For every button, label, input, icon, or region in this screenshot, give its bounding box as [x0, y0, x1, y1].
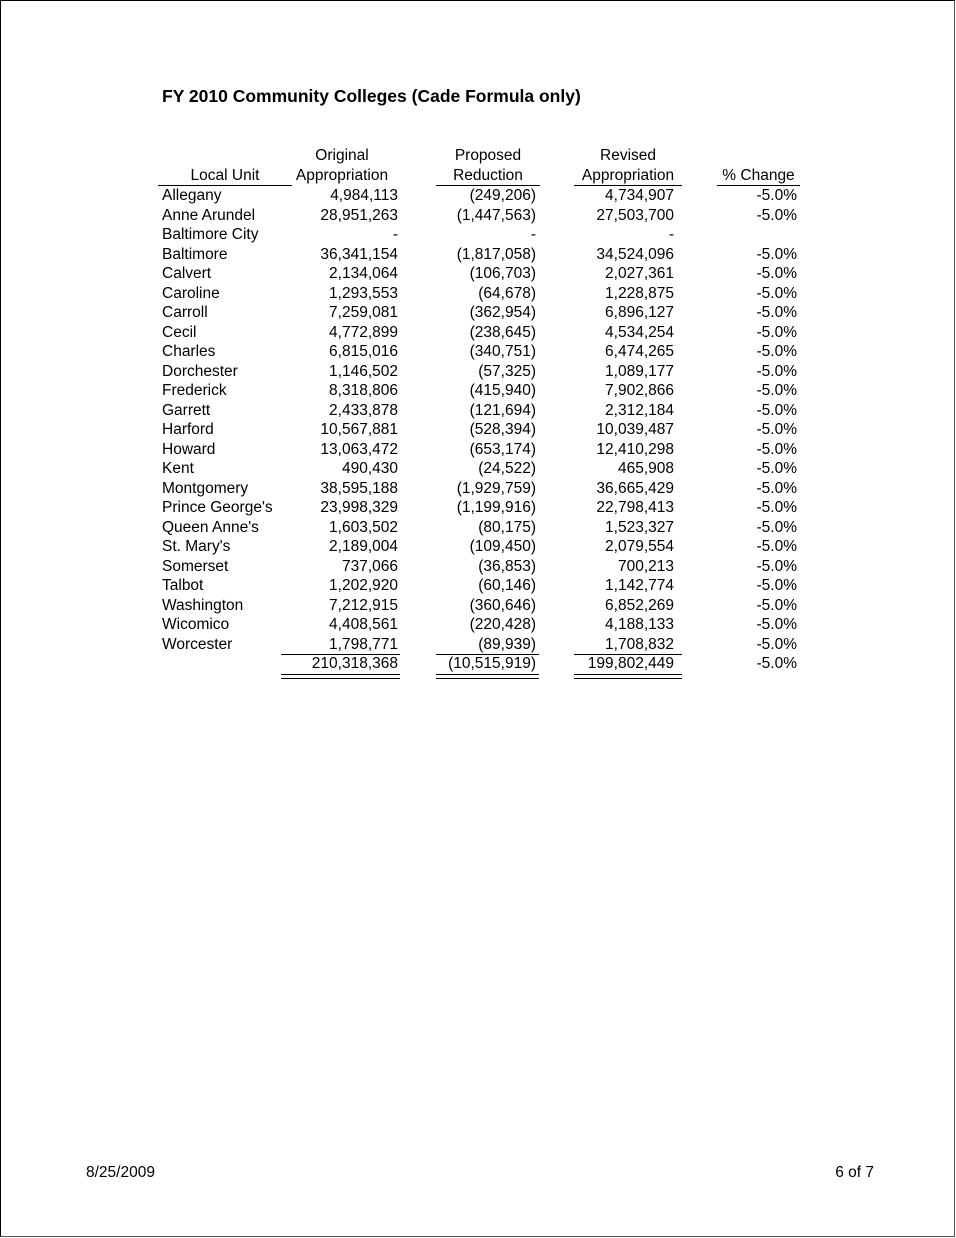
header-line: Appropriation	[581, 166, 675, 184]
cell-pct-change: -5.0%	[756, 421, 797, 438]
total-original: 210,318,368	[311, 655, 398, 672]
cell-original-appropriation: 737,066	[341, 557, 398, 575]
cell-revised-appropriation: 6,852,269	[605, 596, 674, 614]
cell-original-appropriation: 4,408,561	[329, 616, 398, 633]
table-row	[158, 264, 802, 284]
cell-original-appropriation: 2,433,878	[329, 401, 398, 419]
cell-pct-change: -5.0%	[756, 284, 797, 302]
table-row	[158, 362, 802, 382]
table-row	[158, 381, 802, 401]
cell-local-unit: Baltimore	[162, 245, 228, 263]
cell-proposed-reduction: (340,751)	[469, 343, 536, 360]
cell-original-appropriation: 7,212,915	[329, 596, 398, 614]
table-row	[158, 284, 802, 304]
cell-revised-appropriation: 1,089,177	[605, 362, 674, 380]
cell-pct-change: -5.0%	[756, 557, 797, 575]
cell-original-appropriation: 28,951,263	[320, 206, 398, 224]
cell-proposed-reduction: -	[530, 226, 536, 243]
table-row	[158, 479, 802, 499]
header-line: Revised	[600, 147, 656, 164]
cell-pct-change: -5.0%	[756, 479, 797, 497]
header-line	[158, 146, 292, 166]
table-row	[158, 303, 802, 323]
cell-pct-change: -5.0%	[756, 304, 797, 321]
cell-revised-appropriation: 22,798,413	[596, 499, 674, 516]
cell-pct-change: -5.0%	[756, 499, 797, 516]
cell-pct-change: -5.0%	[756, 343, 797, 360]
cell-proposed-reduction: (360,646)	[469, 596, 536, 614]
header-reduction	[436, 146, 540, 186]
header-pct-change	[717, 146, 800, 186]
cell-revised-appropriation: 2,079,554	[605, 538, 674, 555]
cell-local-unit: Prince George's	[162, 499, 273, 516]
cell-revised-appropriation: 1,142,774	[605, 577, 674, 594]
cell-proposed-reduction: (64,678)	[478, 284, 536, 302]
cell-local-unit: Carroll	[162, 304, 208, 321]
header-line: Original	[315, 147, 369, 164]
page-title: FY 2010 Community Colleges (Cade Formula only)	[162, 86, 581, 106]
cell-local-unit: St. Mary's	[162, 538, 231, 555]
cell-pct-change: -5.0%	[756, 460, 797, 477]
cell-pct-change: -5.0%	[756, 518, 797, 536]
cell-local-unit: Frederick	[162, 382, 227, 399]
cell-local-unit: Cecil	[162, 323, 197, 341]
cell-proposed-reduction: (106,703)	[469, 265, 536, 282]
table-row	[158, 459, 802, 479]
cell-revised-appropriation: 10,039,487	[596, 421, 674, 438]
cell-revised-appropriation: 465,908	[617, 460, 674, 477]
cell-revised-appropriation: 4,534,254	[605, 323, 674, 341]
cell-local-unit: Allegany	[162, 187, 222, 204]
cell-revised-appropriation: 2,312,184	[605, 401, 674, 419]
header-local-unit	[158, 146, 292, 186]
cell-revised-appropriation: 700,213	[617, 557, 674, 575]
cell-revised-appropriation: 7,902,866	[605, 382, 674, 399]
cell-original-appropriation: 1,603,502	[329, 518, 398, 536]
cell-proposed-reduction: (80,175)	[478, 518, 536, 536]
cell-proposed-reduction: (362,954)	[469, 304, 536, 321]
table-row	[158, 342, 802, 362]
table-row	[158, 498, 802, 518]
cell-original-appropriation: 10,567,881	[320, 421, 398, 438]
cell-local-unit: Harford	[162, 421, 214, 438]
cell-local-unit: Charles	[162, 343, 216, 360]
cell-original-appropriation: 4,772,899	[329, 323, 398, 341]
cell-revised-appropriation: 1,708,832	[605, 635, 674, 653]
table-header	[158, 146, 802, 186]
cell-local-unit: Wicomico	[162, 616, 230, 633]
double-rule-original	[281, 674, 400, 679]
cell-proposed-reduction: (653,174)	[469, 440, 536, 458]
cell-original-appropriation: 2,189,004	[329, 538, 398, 555]
footer-date: 8/25/2009	[86, 1164, 155, 1181]
cell-pct-change: -5.0%	[756, 265, 797, 282]
table-row	[158, 440, 802, 460]
cell-revised-appropriation: 4,734,907	[605, 187, 674, 204]
table-row	[158, 225, 802, 245]
cell-local-unit: Caroline	[162, 284, 220, 302]
cell-proposed-reduction: (89,939)	[478, 635, 536, 653]
cell-local-unit: Kent	[162, 460, 194, 477]
cell-proposed-reduction: (1,199,916)	[456, 499, 536, 516]
table-row	[158, 576, 802, 596]
header-line: Proposed	[454, 147, 522, 164]
cell-revised-appropriation: 6,896,127	[605, 304, 674, 321]
cell-revised-appropriation: 12,410,298	[596, 440, 674, 458]
cell-revised-appropriation: 36,665,429	[596, 479, 674, 497]
cell-proposed-reduction: (57,325)	[478, 362, 536, 380]
cell-local-unit: Baltimore City	[162, 226, 259, 243]
cell-proposed-reduction: (249,206)	[469, 187, 536, 204]
cell-revised-appropriation: 27,503,700	[596, 206, 674, 224]
cell-pct-change: -5.0%	[756, 187, 797, 204]
cell-original-appropriation: 490,430	[341, 460, 398, 477]
cell-original-appropriation: 8,318,806	[329, 382, 398, 399]
cell-revised-appropriation: 1,228,875	[605, 284, 674, 302]
totals-row	[158, 654, 802, 674]
header-line: Reduction	[453, 166, 523, 184]
cell-original-appropriation: 1,293,553	[329, 284, 398, 302]
table-row	[158, 245, 802, 265]
cell-proposed-reduction: (36,853)	[478, 557, 536, 575]
cell-original-appropriation: 13,063,472	[320, 440, 398, 458]
header-original	[292, 146, 392, 186]
cell-original-appropriation: 4,984,113	[330, 187, 398, 204]
cell-original-appropriation: -	[392, 226, 398, 243]
cell-revised-appropriation: 34,524,096	[596, 245, 674, 263]
cell-proposed-reduction: (121,694)	[469, 401, 536, 419]
cell-pct-change: -5.0%	[756, 382, 797, 399]
cell-original-appropriation: 1,202,920	[329, 577, 398, 594]
cell-revised-appropriation: 2,027,361	[605, 265, 674, 282]
cell-proposed-reduction: (220,428)	[469, 616, 536, 633]
double-rule-revised	[574, 674, 682, 679]
cell-original-appropriation: 36,341,154	[320, 245, 398, 263]
table-row	[158, 186, 802, 206]
cell-pct-change: -5.0%	[756, 616, 797, 633]
cell-original-appropriation: 23,998,329	[320, 499, 398, 516]
cell-original-appropriation: 1,146,502	[329, 362, 398, 380]
appropriation-table	[158, 146, 802, 674]
cell-local-unit: Howard	[162, 440, 216, 458]
cell-pct-change: -5.0%	[756, 323, 797, 341]
cell-original-appropriation: 2,134,064	[329, 265, 398, 282]
cell-revised-appropriation: -	[668, 226, 674, 243]
cell-local-unit: Queen Anne's	[162, 518, 259, 536]
double-rule-reduction	[436, 674, 539, 679]
cell-local-unit: Talbot	[162, 577, 204, 594]
cell-local-unit: Garrett	[162, 401, 211, 419]
cell-proposed-reduction: (528,394)	[469, 421, 536, 438]
cell-original-appropriation: 7,259,081	[329, 304, 398, 321]
table-row	[158, 323, 802, 343]
total-revised: 199,802,449	[587, 655, 674, 672]
footer-page-number: 6 of 7	[835, 1164, 874, 1181]
cell-pct-change: -5.0%	[756, 577, 797, 594]
cell-local-unit: Calvert	[162, 265, 212, 282]
cell-local-unit: Worcester	[162, 635, 233, 653]
cell-original-appropriation: 1,798,771	[329, 635, 398, 653]
cell-pct-change: -5.0%	[756, 245, 797, 263]
table-row	[158, 401, 802, 421]
cell-pct-change: -5.0%	[756, 635, 797, 653]
table-row	[158, 206, 802, 226]
header-line: Local Unit	[190, 166, 260, 184]
cell-pct-change: -5.0%	[756, 362, 797, 380]
table-row	[158, 635, 802, 655]
header-line: Appropriation	[295, 166, 389, 184]
table-row	[158, 596, 802, 616]
total-pct: -5.0%	[756, 655, 797, 672]
header-line: % Change	[722, 166, 795, 184]
cell-local-unit: Montgomery	[162, 479, 249, 497]
cell-local-unit: Dorchester	[162, 362, 238, 380]
header-revised	[574, 146, 682, 186]
cell-proposed-reduction: (1,817,058)	[456, 245, 536, 263]
cell-original-appropriation: 38,595,188	[320, 479, 398, 497]
table-row	[158, 557, 802, 577]
table-row	[158, 420, 802, 440]
cell-original-appropriation: 6,815,016	[329, 343, 398, 360]
cell-revised-appropriation: 4,188,133	[605, 616, 674, 633]
cell-local-unit: Washington	[162, 596, 244, 614]
cell-revised-appropriation: 6,474,265	[605, 343, 674, 360]
cell-pct-change: -5.0%	[756, 538, 797, 555]
cell-proposed-reduction: (1,447,563)	[456, 206, 536, 224]
total-reduction: (10,515,919)	[448, 655, 536, 672]
cell-proposed-reduction: (1,929,759)	[456, 479, 536, 497]
cell-proposed-reduction: (415,940)	[469, 382, 536, 399]
table-row	[158, 537, 802, 557]
cell-pct-change: -5.0%	[756, 206, 797, 224]
cell-pct-change: -5.0%	[756, 596, 797, 614]
totals-section	[158, 654, 802, 674]
cell-proposed-reduction: (24,522)	[478, 460, 536, 477]
cell-proposed-reduction: (60,146)	[478, 577, 536, 594]
cell-revised-appropriation: 1,523,327	[605, 518, 674, 536]
table-body	[158, 186, 802, 654]
table-row	[158, 615, 802, 635]
cell-pct-change: -5.0%	[756, 440, 797, 458]
cell-proposed-reduction: (238,645)	[469, 323, 536, 341]
cell-pct-change: -5.0%	[756, 401, 797, 419]
cell-local-unit: Somerset	[162, 557, 229, 575]
cell-local-unit: Anne Arundel	[162, 206, 256, 224]
table-row	[158, 518, 802, 538]
cell-proposed-reduction: (109,450)	[469, 538, 536, 555]
header-line	[717, 146, 800, 166]
